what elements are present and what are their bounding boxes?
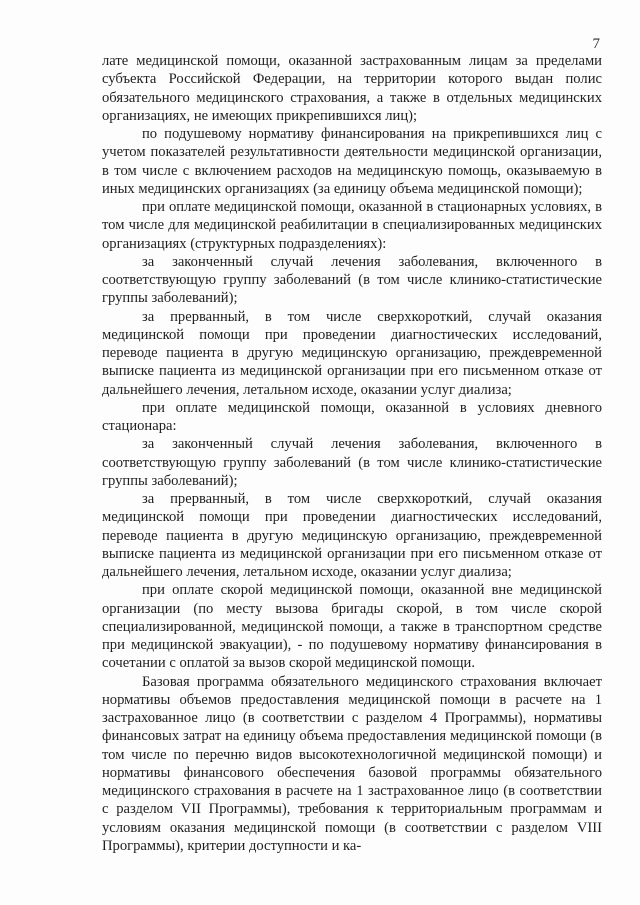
paragraph: при оплате медицинской помощи, оказанной в условиях дневного стационара:: [102, 399, 602, 434]
paragraph: Базовая программа обязательного медицинского страхования включает нормативы объемов предоставления медицинской помощи в расчете на 1 застрахованное лицо (в соответствии с разделом 4 Программы), нормативы финансовых затрат на единицу объема предоставления медицинской помощи (в том числе по перечню видов высокотехнологичной медицинской помощи) и нормативы финансового обеспечения базовой программы обязательного медицинского страхования в расчете на 1 застрахованное лицо (в соответствии с разделом VII Программы), требования к территориальным программам и условиям оказания медицинской помощи (в соответствии с разделом VIII Программы), критерии доступности и ка-: [102, 673, 602, 854]
paragraph: за законченный случай лечения заболевания, включенного в соответствующую группу заболеваний (в том числе клинико-статистические группы заболеваний);: [102, 253, 602, 307]
paragraph: при оплате скорой медицинской помощи, оказанной вне медицинской организации (по месту вызова бригады скорой, в том числе скорой специализированной, медицинской помощи, а также в транспортном средстве при медицинской эвакуации), - по подушевому нормативу финансирования в сочетании с оплатой за вызов скорой медицинской помощи.: [102, 582, 602, 672]
paragraph: за законченный случай лечения заболевания, включенного в соответствующую группу заболеваний (в том числе клинико-статистические группы заболеваний);: [102, 436, 602, 489]
page-number: 7: [592, 36, 600, 52]
paragraph: по подушевому нормативу финансирования на прикрепившихся лиц с учетом показателей результативности деятельности медицинской организации, в том числе с включением расходов на медицинскую помощь, оказываемую в иных медицинских организациях (за единицу объема медицинской помощи);: [102, 126, 602, 197]
paragraph: за прерванный, в том числе сверхкороткий, случай оказания медицинской помощи при проведении диагностических исследований, переводе пациента в другую медицинскую организацию, преждевременной выписке пациента из медицинской организации при его письменном отказе от дальнейшего лечения, летальном исходе, оказании услуг диализа;: [102, 491, 602, 580]
paragraph-continuation: лате медицинской помощи, оказанной застрахованным лицам за пределами субъекта Российской Федерации, на территории которого выдан полис обязательного медицинского страхования, а также в отдельных медицинских организациях, не имеющих прикрепившихся лиц);: [102, 53, 602, 124]
document-body: [102, 52, 602, 855]
paragraph: при оплате медицинской помощи, оказанной в стационарных условиях, в том числе для медицинской реабилитации в специализированных медицинских организациях (структурных подразделениях):: [102, 199, 602, 252]
paragraph: за прерванный, в том числе сверхкороткий, случай оказания медицинской помощи при проведении диагностических исследований, переводе пациента в другую медицинскую организацию, преждевременной выписке пациента из медицинской организации при его письменном отказе от дальнейшего лечения, летальном исходе, оказании услуг диализа;: [102, 308, 602, 398]
